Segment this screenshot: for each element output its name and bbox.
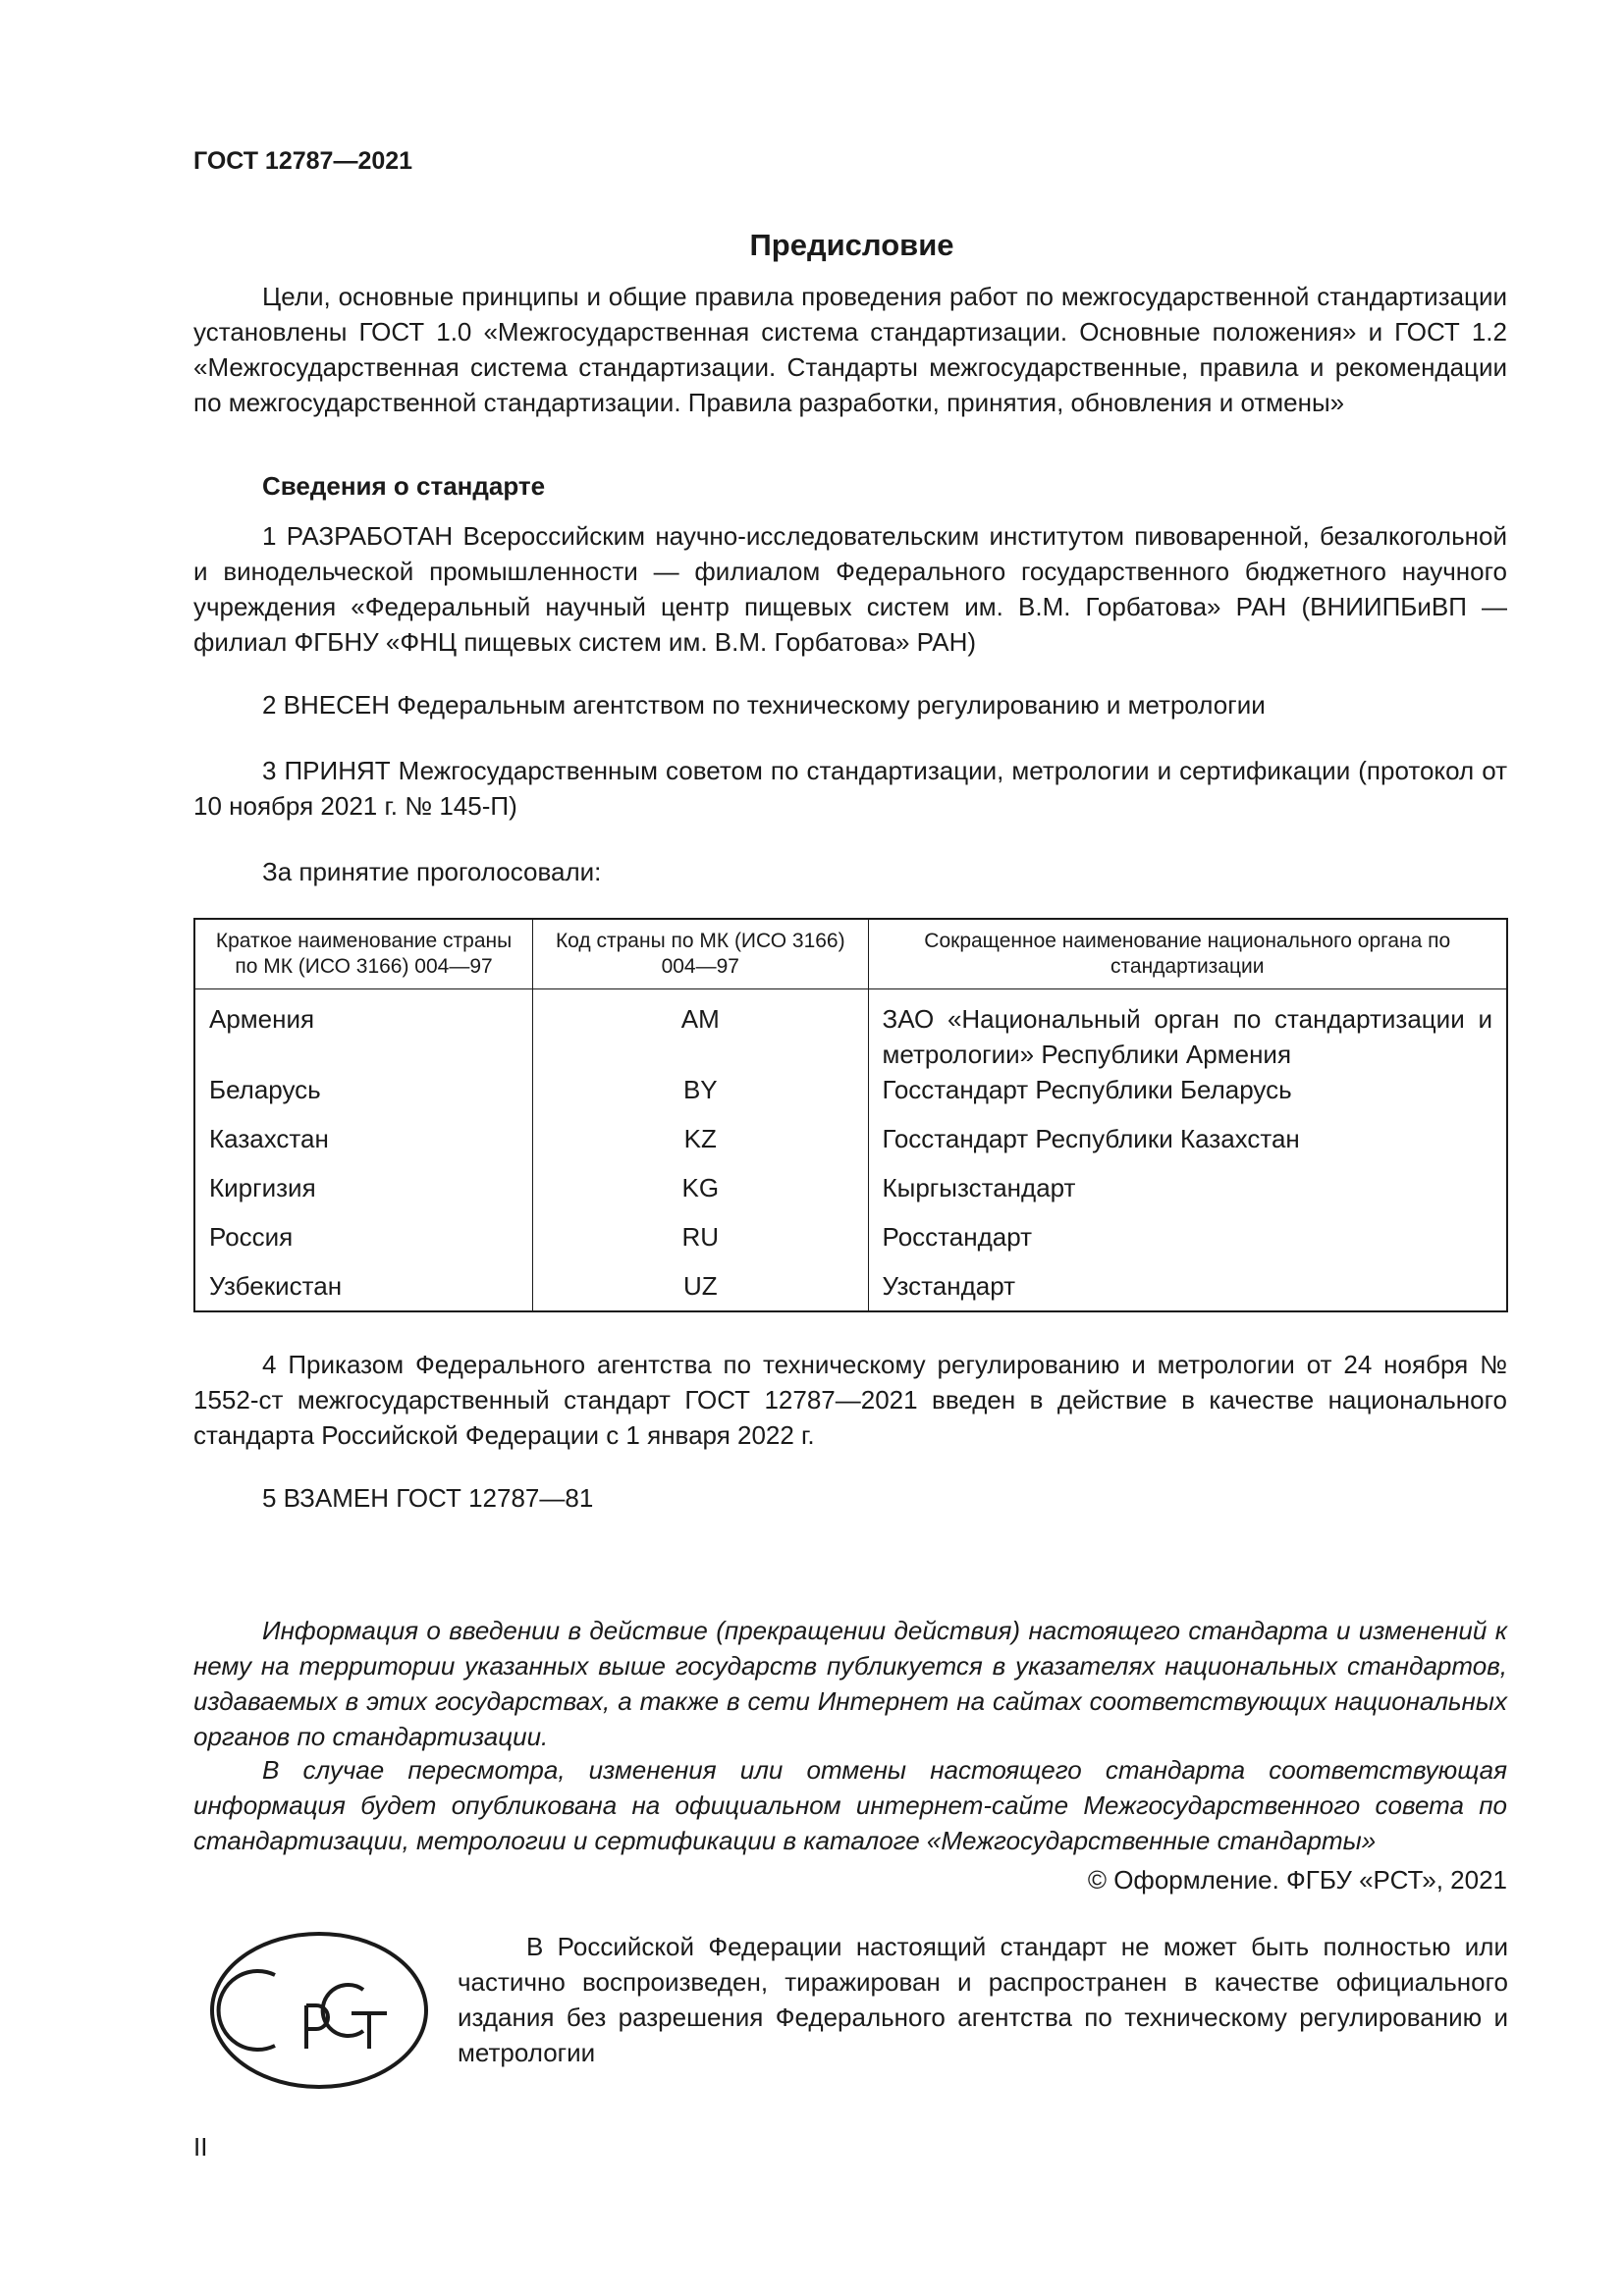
reproduction-text: В Российской Федерации настоящий стандарт не может быть полностью или частично воспроизведен, тиражирован и распространен в качестве официального издания без разрешения Федерального агентства по техническому регулированию и метрологии: [458, 1932, 1508, 2067]
page-title: Предисловие: [749, 228, 954, 262]
item-introduced: 2 ВНЕСЕН Федеральным агентством по техническому регулированию и метрологии: [262, 690, 1266, 720]
table-row: [194, 1072, 1507, 1121]
code-cell: UZ: [533, 1268, 868, 1311]
organ-cell: Госстандарт Республики Беларусь: [868, 1072, 1507, 1121]
item-enacted: 4 Приказом Федерального агентства по техническому регулированию и метрологии от 24 ноября № 1552-ст межгосударственный стандарт ГОСТ 12787—2021 введен в действие в качестве национального стандарта Российской Федерации с 1 января 2022 г.: [193, 1350, 1507, 1450]
item-replaces: 5 ВЗАМЕН ГОСТ 12787—81: [262, 1483, 594, 1513]
header-national-body: Сокращенное наименование национального органа по стандартизации: [868, 919, 1507, 989]
organ-cell: Госстандарт Республики Казахстан: [868, 1121, 1507, 1170]
code-cell: KG: [533, 1170, 868, 1219]
table-row: [194, 1268, 1507, 1311]
table-header-row: [194, 919, 1507, 989]
organ-cell: Росстандарт: [868, 1219, 1507, 1268]
copyright-notice: © Оформление. ФГБУ «РСТ», 2021: [1087, 1865, 1507, 1895]
organ-cell: Кыргызстандарт: [868, 1170, 1507, 1219]
country-cell: Казахстан: [194, 1121, 533, 1170]
header-country-name: Краткое наименование страны по МК (ИСО 3166) 004—97: [194, 919, 533, 989]
code-cell: RU: [533, 1219, 868, 1268]
rst-logo-icon: [208, 1929, 430, 2092]
country-cell: Киргизия: [194, 1170, 533, 1219]
code-cell: AM: [533, 989, 868, 1073]
item-developed: 1 РАЗРАБОТАН Всероссийским научно-исследовательским институтом пивоваренной, безалкогольной и винодельческой промышленности — филиалом Федерального государственного бюджетного научного учреждения «Федеральный научный центр пищевых систем им. В.М. Горбатова» РАН (ВНИИПБиВП — филиал ФГБНУ «ФНЦ пищевых систем им. В.М. Горбатова» РАН): [193, 521, 1507, 657]
table-row: [194, 1170, 1507, 1219]
voted-for-label: За принятие проголосовали:: [262, 857, 602, 886]
section-heading: Сведения о стандарте: [262, 471, 546, 501]
country-cell: Беларусь: [194, 1072, 533, 1121]
document-header: ГОСТ 12787—2021: [193, 147, 413, 175]
table-row: [194, 1121, 1507, 1170]
header-country-code: Код страны по МК (ИСО 3166) 004—97: [533, 919, 868, 989]
info-publication: Информация о введении в действие (прекращении действия) настоящего стандарта и изменений к нему на территории указанных выше государств публикуется в указателях национальных стандартов, издаваемых в этих государствах, а также в сети Интернет на сайтах соответствующих национальных органов по стандартизации.: [193, 1616, 1507, 1751]
organ-cell: Узстандарт: [868, 1268, 1507, 1311]
country-cell: Армения: [194, 989, 533, 1073]
country-cell: Узбекистан: [194, 1268, 533, 1311]
table-row: [194, 1219, 1507, 1268]
country-cell: Россия: [194, 1219, 533, 1268]
page-number: II: [193, 2132, 208, 2162]
organ-cell: ЗАО «Национальный орган по стандартизации и метрологии» Республики Армения: [868, 989, 1507, 1073]
voting-table: [193, 918, 1508, 1312]
code-cell: BY: [533, 1072, 868, 1121]
info-revision: В случае пересмотра, изменения или отмены настоящего стандарта соответствующая информация будет опубликована на официальном интернет-сайте Межгосударственного совета по стандартизации, метрологии и сертификации в каталоге «Межгосударственные стандарты»: [193, 1755, 1507, 1855]
table-row: [194, 989, 1507, 1073]
item-adopted: 3 ПРИНЯТ Межгосударственным советом по стандартизации, метрологии и сертификации (протокол от 10 ноября 2021 г. № 145-П): [193, 756, 1507, 821]
reproduction-notice: [458, 1929, 1508, 2070]
intro-paragraph: Цели, основные принципы и общие правила проведения работ по межгосударственной стандартизации установлены ГОСТ 1.0 «Межгосударственная система стандартизации. Основные положения» и ГОСТ 1.2 «Межгосударственная система стандартизации. Стандарты межгосударственные, правила и рекомендации по межгосударственной стандартизации. Правила разработки, принятия, обновления и отмены»: [193, 282, 1507, 417]
code-cell: KZ: [533, 1121, 868, 1170]
